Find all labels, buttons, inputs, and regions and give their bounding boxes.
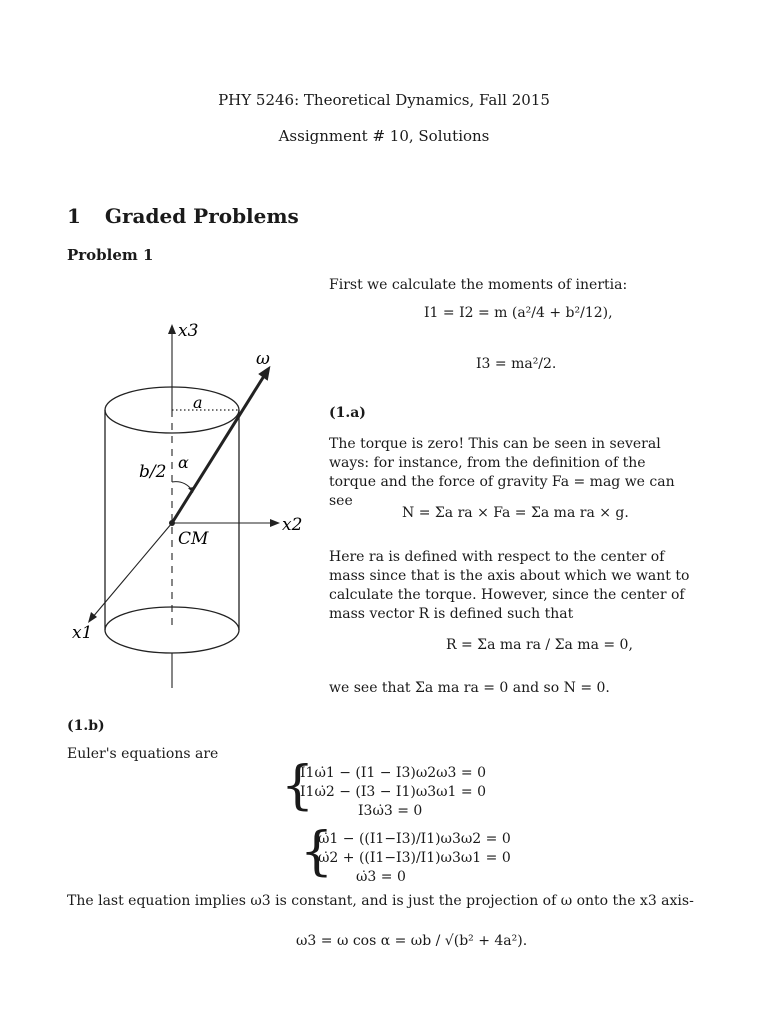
euler-eq-3: I3ω̇3 = 0 — [358, 803, 423, 819]
euler-system-1 — [300, 764, 486, 821]
cm-paragraph: Here ra is defined with respect to the center of mass since that is the axis about which we want to calculate the torque. However, since the center of mass vector R is defined such that — [329, 549, 690, 622]
eq-omega3: ω3 = ω cos α = ωb / √(b² + 4a²). — [296, 933, 528, 949]
euler-system-2 — [318, 830, 511, 887]
euler-eq-1: I1ω̇1 − (I1 − I3)ω2ω3 = 0 — [300, 765, 487, 781]
euler-intro: Euler's equations are — [67, 746, 219, 762]
euler2-eq-1: ω̇1 − ((I1−I3)/I1)ω3ω2 = 0 — [318, 831, 511, 847]
brace-2: { — [300, 822, 334, 882]
intro-text: First we calculate the moments of inertia: — [329, 277, 628, 293]
eq-inertia-3: I3 = ma²/2. — [476, 356, 557, 372]
section-title: Graded Problems — [104, 204, 299, 228]
eq-center-of-mass: R = Σa ma ra / Σa ma = 0, — [446, 637, 633, 653]
torque-paragraph: The torque is zero! This can be seen in several ways: for instance, from the definition of the torque and the force of gravity Fa = mag we can see — [329, 436, 675, 509]
last-sentence: The last equation implies ω3 is constant, and is just the projection of ω onto the x3 axis- — [67, 893, 694, 909]
euler-eq-2: I1ω̇2 − (I3 − I1)ω3ω1 = 0 — [300, 784, 487, 800]
omega-vector — [172, 376, 264, 523]
euler2-eq-3: ω̇3 = 0 — [356, 869, 406, 885]
euler2-eq-2: ω̇2 + ((I1−I3)/I1)ω3ω1 = 0 — [318, 850, 511, 866]
half-height-label: b/2 — [139, 462, 167, 482]
section-number: 1 — [67, 204, 81, 228]
x1-label: x1 — [72, 623, 93, 643]
radius-label: a — [193, 393, 203, 412]
omega-label: ω — [256, 349, 270, 369]
section-heading — [67, 204, 299, 228]
x2-label: x2 — [282, 515, 303, 535]
cm-point — [169, 520, 175, 526]
x1-axis — [92, 523, 172, 618]
eq-inertia-12: I1 = I2 = m (a²/4 + b²/12), — [424, 305, 613, 321]
x3-label: x3 — [178, 321, 199, 341]
angle-label: α — [178, 453, 189, 472]
cylinder-figure — [60, 310, 320, 700]
conclusion-text: we see that Σa ma ra = 0 and so N = 0. — [329, 680, 610, 696]
eq-torque: N = Σa ra × Fa = Σa ma ra × g. — [402, 505, 629, 521]
cm-label: CM — [178, 529, 209, 549]
label-1b: (1.b) — [67, 718, 105, 734]
problem-title: Problem 1 — [67, 246, 154, 264]
assignment-title: Assignment # 10, Solutions — [278, 127, 490, 145]
brace-1: { — [281, 756, 315, 816]
label-1a: (1.a) — [329, 405, 366, 421]
course-title: PHY 5246: Theoretical Dynamics, Fall 2015 — [218, 91, 550, 109]
